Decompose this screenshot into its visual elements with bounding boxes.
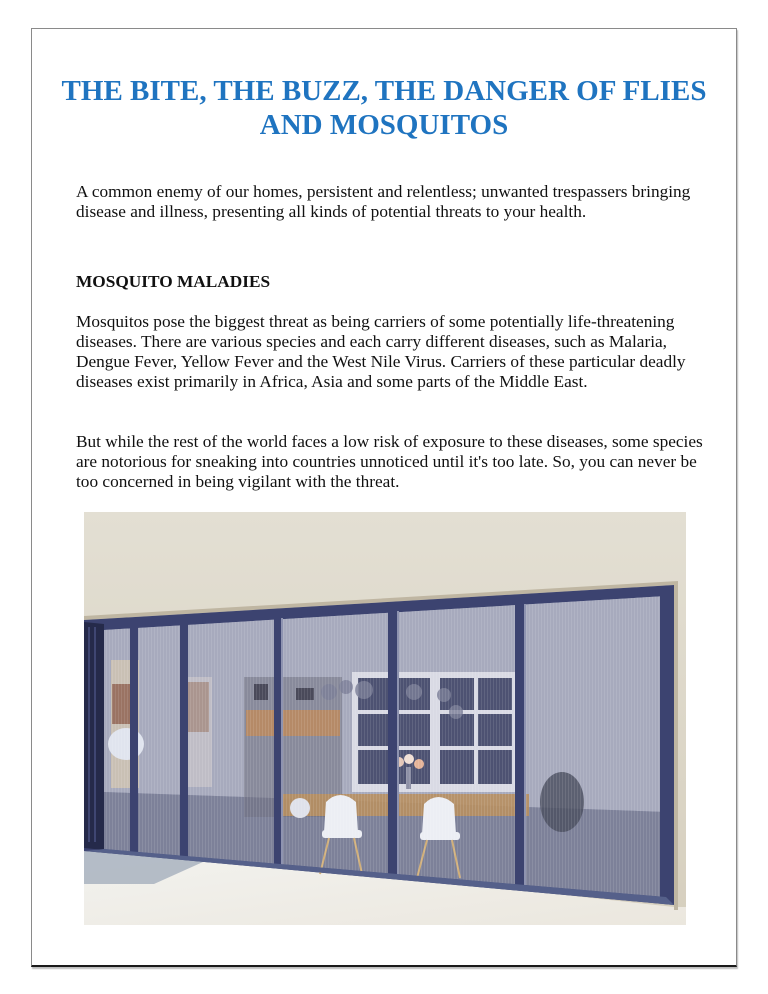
body-paragraph: Mosquitos pose the biggest threat as being carriers of some potentially life-threatening diseases. There are various species and each carry different diseases, such as Malaria, Dengue Fever, Yellow Fever and the West Nile Virus. Carriers of these particular deadly diseases exist primarily in Africa, Asia and some parts of the Middle East. <box>76 312 686 391</box>
section-heading: MOSQUITO MALADIES <box>76 272 271 291</box>
screen-door-photo <box>84 512 686 925</box>
page-title: THE BITE, THE BUZZ, THE DANGER OF FLIES AND MOSQUITOS <box>61 75 707 141</box>
body-paragraph: But while the rest of the world faces a low risk of exposure to these diseases, some species are notorious for sneaking into countries unnoticed until it's too late. So, you can never be too concerned in being vigilant with the threat. <box>76 432 703 491</box>
document-page <box>31 28 737 967</box>
intro-paragraph: A common enemy of our homes, persistent and relentless; unwanted trespassers bringing disease and illness, presenting all kinds of potential threats to your health. <box>76 182 691 221</box>
